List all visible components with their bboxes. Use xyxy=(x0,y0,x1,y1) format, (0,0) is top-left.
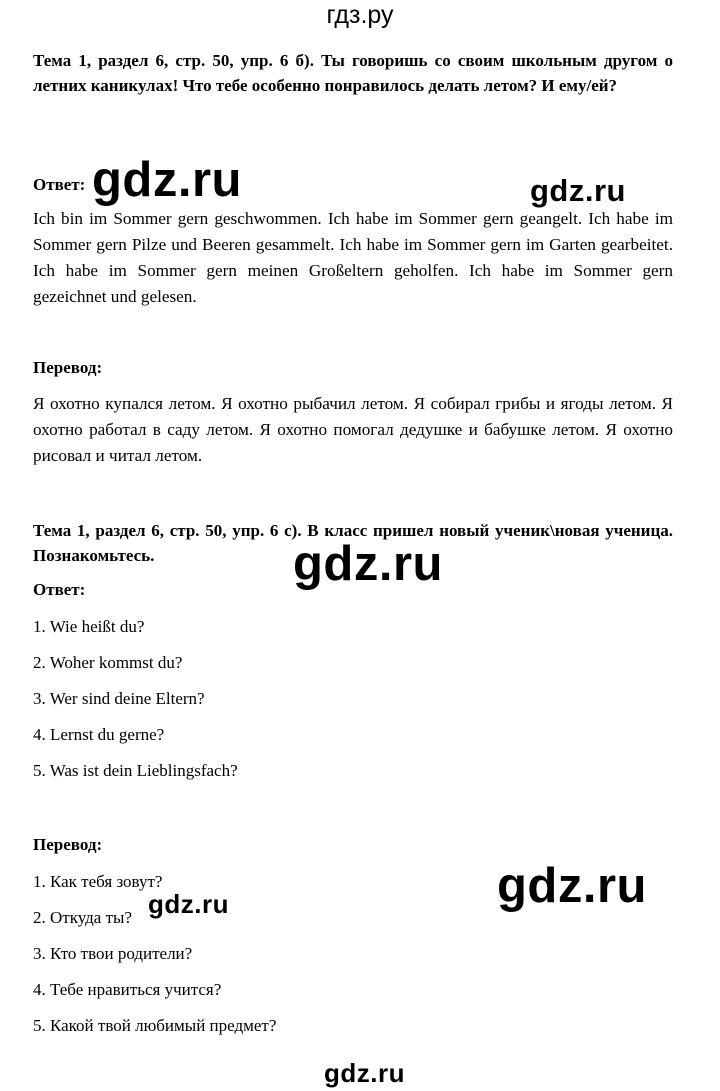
task1-title: Тема 1, раздел 6, стр. 50, упр. 6 б). Ты говоришь со своим школьным другом о летних каникулах! Что тебе особенно понравилось делать летом? И ему/ей? xyxy=(33,51,673,95)
task2-title: Тема 1, раздел 6, стр. 50, упр. 6 c). В класс пришел новый ученик\новая ученица. Познакомьтесь. xyxy=(33,521,673,565)
task2-translation-label: Перевод: xyxy=(33,835,103,854)
watermark-large-1: gdz.ru xyxy=(92,153,242,207)
watermark-small-2: gdz.ru xyxy=(148,889,229,919)
task1-answer-text: Ich bin im Sommer gern geschwommen. Ich habe im Sommer gern geangelt. Ich habe im Sommer gern Pilze und Beeren gesammelt. Ich habe im Sommer gern im Garten gearbeitet. Ich habe im Sommer gern meinen Großeltern geholfen. Ich habe im Sommer gern gezeichnet und gelesen. xyxy=(33,209,673,306)
watermark-small-1: gdz.ru xyxy=(530,173,626,208)
task2-translation-item-3: 3. Кто твои родители? xyxy=(33,944,193,963)
watermark-large-3: gdz.ru xyxy=(497,859,647,913)
task2-answer-item-4: 4. Lernst du gerne? xyxy=(33,725,165,744)
task2-answer-item-5: 5. Was ist dein Lieblingsfach? xyxy=(33,761,238,780)
task2-answer-item-2: 2. Woher kommst du? xyxy=(33,653,183,672)
task1-translation-label: Перевод: xyxy=(33,358,103,377)
task2-translation-item-5: 5. Какой твой любимый предмет? xyxy=(33,1016,277,1035)
watermark-small-3: gdz.ru xyxy=(324,1058,405,1088)
task2-translation-item-4: 4. Тебе нравиться учится? xyxy=(33,980,222,999)
watermark-large-2: gdz.ru xyxy=(293,537,443,591)
site-header: гдз.ру xyxy=(326,1,394,29)
task2-answer-item-3: 3. Wer sind deine Eltern? xyxy=(33,689,205,708)
task2-answer-item-1: 1. Wie heißt du? xyxy=(33,617,145,636)
task2-answer-label: Ответ: xyxy=(33,580,86,599)
task1-translation-text: Я охотно купался летом. Я охотно рыбачил летом. Я собирал грибы и ягоды летом. Я охотно работал в саду летом. Я охотно помогал дедушке и бабушке летом. Я охотно рисовал и читал летом. xyxy=(33,394,673,465)
task2-translation-item-2: 2. Откуда ты? xyxy=(33,908,132,927)
task2-translation-item-1: 1. Как тебя зовут? xyxy=(33,872,163,891)
task1-answer-label: Ответ: xyxy=(33,175,86,194)
